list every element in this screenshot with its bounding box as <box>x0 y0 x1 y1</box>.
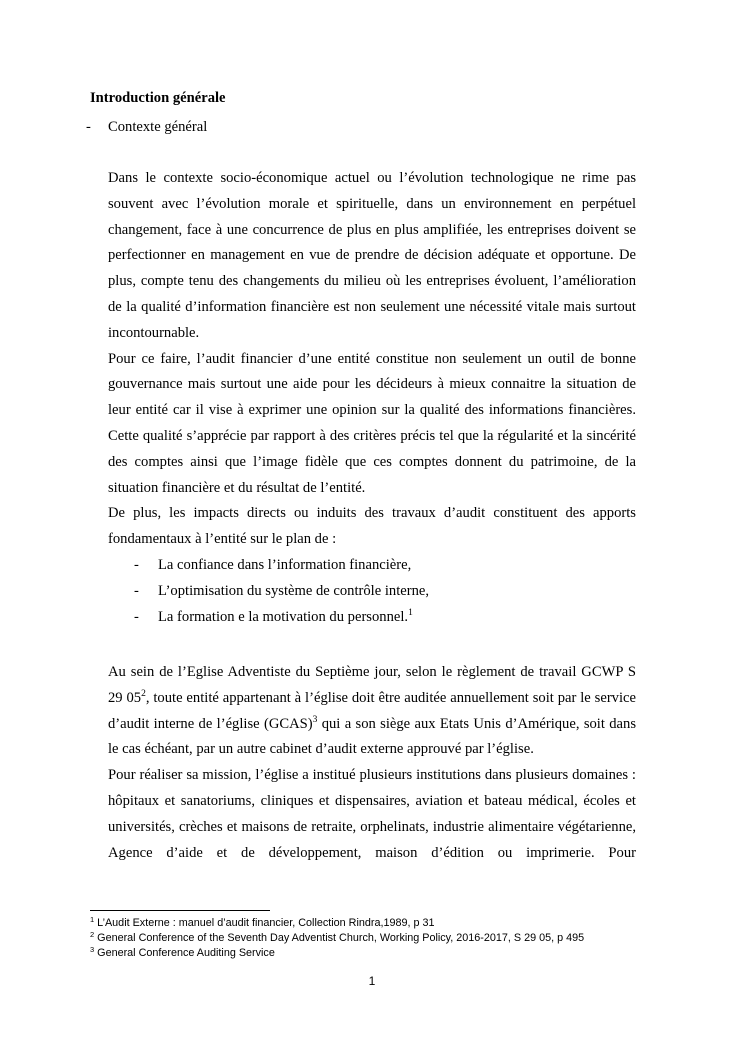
footnote <box>90 916 650 931</box>
page-number: 1 <box>368 974 376 988</box>
paragraph-context: Dans le contexte socio-économique actuel ou l’évolution technologique ne rime pas souvent avec l’évolution morale et spirituelle, dans un environnement en perpétuel changement, face à une concurrence de plus en plus amplifiée, les entreprises doivent se perfectionner en management en vue de prendre de décision adéquate et opportune. De plus, compte tenu des changements du milieu où les entreprises évoluent, l’amélioration de la qualité d’information financière est non seulement une nécessité vitale mais surtout incontournable. <box>108 170 636 341</box>
list-item <box>108 605 636 631</box>
body-block-1 <box>108 166 636 630</box>
footnote <box>90 931 650 946</box>
footnote-ref: 3 <box>312 714 318 725</box>
section-heading: Introduction générale <box>90 90 226 106</box>
footnote <box>90 946 650 961</box>
subheading-dash: - <box>86 119 91 135</box>
footnote-text: General Conference of the Seventh Day Adventist Church, Working Policy, 2016-2017, S 29 05, p 495 <box>97 932 585 944</box>
body-block-2 <box>108 660 636 866</box>
bullet-dash: - <box>134 556 139 573</box>
paragraph-text: Au sein de l’Eglise Adventiste du Septième jour, selon le règlement de travail GCWP S 29 05 <box>108 664 636 706</box>
footnote-ref: 2 <box>141 688 146 699</box>
subheading: Contexte général <box>108 119 208 135</box>
bullet-dash: - <box>134 608 139 625</box>
impact-list <box>108 553 636 630</box>
footnote-text: L’Audit Externe : manuel d’audit financier, Collection Rindra,1989, p 31 <box>97 917 435 929</box>
footnote-separator <box>90 910 270 911</box>
footnote-number: 1 <box>90 915 95 924</box>
footnote-text: General Conference Auditing Service <box>97 947 275 959</box>
list-item-text: La formation e la motivation du personnel. <box>158 608 409 625</box>
list-item-text: La confiance dans l’information financière, <box>158 556 412 573</box>
footnote-ref: 1 <box>408 607 413 618</box>
paragraph-text: qui a son siège aux Etats Unis d’Amérique, soit dans le cas échéant, par un autre cabinet d’audit externe approuvé par l’église. <box>108 715 636 758</box>
list-item <box>108 579 636 605</box>
bullet-dash: - <box>134 582 139 599</box>
list-item <box>108 553 636 579</box>
paragraph-adventist-church <box>108 660 636 763</box>
footnotes <box>90 916 650 961</box>
footnote-number: 3 <box>90 945 95 954</box>
paragraph-impacts: De plus, les impacts directs ou induits des travaux d’audit constituent des apports fondamentaux à l’entité sur le plan de : <box>108 505 636 548</box>
paragraph-institutions: Pour réaliser sa mission, l’église a institué plusieurs institutions dans plusieurs domaines : hôpitaux et sanatoriums, cliniques et dispensaires, aviation et bateau médical, écoles et universités, crèches et maisons de retraite, orphelinats, industrie alimentaire végétarienne, Agence d’aide et de développement, maison d’édition ou imprimerie. Pour <box>108 767 636 861</box>
footnote-number: 2 <box>90 930 95 939</box>
paragraph-text: , toute entité appartenant à l’église doit être auditée annuellement soit par le service d’audit interne de l’église (GCAS) <box>108 689 636 732</box>
list-item-text: L’optimisation du système de contrôle interne, <box>158 582 430 599</box>
paragraph-audit-governance: Pour ce faire, l’audit financier d’une entité constitue non seulement un outil de bonne gouvernance mais surtout une aide pour les décideurs à mieux connaitre la situation de leur entité car il vise à exprimer une opinion sur la qualité des informations financières. Cette qualité s’apprécie par rapport à des critères précis tel que la régularité et la sincérité des comptes ainsi que l’image fidèle que ces comptes donnent du patrimoine, de la situation financière et du résultat de l’entité. <box>108 350 636 496</box>
